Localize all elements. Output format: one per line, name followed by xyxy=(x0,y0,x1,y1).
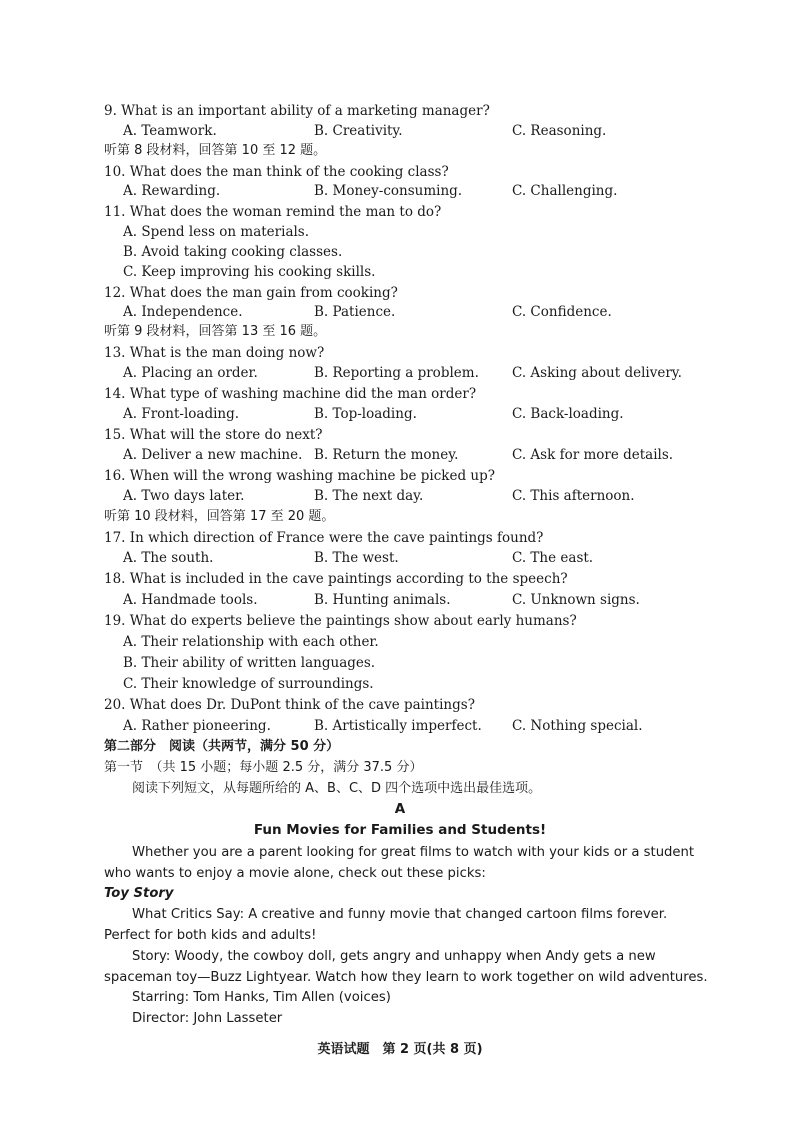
intro-line-2: who wants to enjoy a movie alone, check out these picks: xyxy=(104,866,486,881)
instruction-text: 阅读下列短文，从每题所给的 A、B、C、D 四个选项中选出最佳选项。 xyxy=(132,781,542,796)
option-c: C. Asking about delivery. xyxy=(512,365,682,381)
section-label: 听第 9 段材料，回答第 13 至 16 题。 xyxy=(104,324,327,339)
option-c: C. Keep improving his cooking skills. xyxy=(123,264,376,280)
option-c: C. Reasoning. xyxy=(512,123,607,139)
question-9-options xyxy=(0,121,800,141)
question-15 xyxy=(0,425,800,445)
section-label: 听第 8 段材料，回答第 10 至 12 题。 xyxy=(104,143,327,158)
option-a: A. Their relationship with each other. xyxy=(123,634,379,650)
option-c: C. Their knowledge of surroundings. xyxy=(123,676,374,692)
question-13-options xyxy=(0,363,800,383)
question-10-options xyxy=(0,181,800,201)
part-2-heading xyxy=(0,737,800,757)
question-13 xyxy=(0,343,800,363)
question-stem: 20. What does Dr. DuPont think of the cave paintings? xyxy=(104,697,475,713)
question-11-option-a xyxy=(0,222,800,242)
question-11-option-b xyxy=(0,242,800,262)
movie-title: Toy Story xyxy=(104,886,174,901)
option-c: C. Back-loading. xyxy=(512,406,624,422)
part-heading: 第二部分 阅读（共两节，满分 50 分） xyxy=(104,739,340,754)
question-stem: 13. What is the man doing now? xyxy=(104,345,325,361)
question-stem: 9. What is an important ability of a marketing manager? xyxy=(104,103,490,119)
option-a: A. Independence. xyxy=(123,304,243,320)
question-12-options xyxy=(0,302,800,322)
critics-line-1: What Critics Say: A creative and funny movie that changed cartoon films forever. xyxy=(132,907,668,922)
section-heading: 第一节 （共 15 小题；每小题 2.5 分，满分 37.5 分） xyxy=(104,760,423,775)
question-19 xyxy=(0,611,800,631)
question-11-option-c xyxy=(0,262,800,282)
passage-letter: A xyxy=(394,801,406,817)
critics-line-2: Perfect for both kids and adults! xyxy=(104,928,317,943)
question-stem: 10. What does the man think of the cooking class? xyxy=(104,164,449,180)
question-stem: 12. What does the man gain from cooking? xyxy=(104,285,398,301)
question-19-option-a xyxy=(0,632,800,652)
option-b: B. Patience. xyxy=(314,304,396,320)
option-c: C. Unknown signs. xyxy=(512,592,640,608)
option-a: A. The south. xyxy=(123,550,214,566)
option-b: B. The next day. xyxy=(314,488,424,504)
question-20-options xyxy=(0,716,800,736)
question-10 xyxy=(0,162,800,182)
question-17 xyxy=(0,528,800,548)
option-b: B. Avoid taking cooking classes. xyxy=(123,244,343,260)
option-c: C. Nothing special. xyxy=(512,718,643,734)
question-14-options xyxy=(0,404,800,424)
question-stem: 11. What does the woman remind the man to do? xyxy=(104,204,442,220)
option-a: A. Spend less on materials. xyxy=(123,224,310,240)
section-instruction xyxy=(0,141,800,161)
section-instruction xyxy=(0,322,800,342)
question-9 xyxy=(0,101,800,121)
section-1-heading xyxy=(0,758,800,778)
question-19-option-c xyxy=(0,674,800,694)
option-a: A. Handmade tools. xyxy=(123,592,258,608)
question-11 xyxy=(0,202,800,222)
question-18-options xyxy=(0,590,800,610)
option-b: B. Return the money. xyxy=(314,447,459,463)
question-14 xyxy=(0,384,800,404)
intro-line-1: Whether you are a parent looking for great films to watch with your kids or a student xyxy=(132,845,695,860)
question-19-option-b xyxy=(0,653,800,673)
question-stem: 18. What is included in the cave paintings according to the speech? xyxy=(104,571,568,587)
option-a: A. Two days later. xyxy=(123,488,245,504)
option-b: B. Reporting a problem. xyxy=(314,365,479,381)
option-a: A. Front-loading. xyxy=(123,406,240,422)
question-17-options xyxy=(0,548,800,568)
question-16-options xyxy=(0,486,800,506)
option-b: B. Artistically imperfect. xyxy=(314,718,482,734)
story-line-2: spaceman toy—Buzz Lightyear. Watch how they learn to work together on wild adventures. xyxy=(104,970,708,985)
option-b: B. Money-consuming. xyxy=(314,183,463,199)
reading-instruction xyxy=(0,779,800,799)
option-b: B. Top-loading. xyxy=(314,406,417,422)
story-line-1: Story: Woody, the cowboy doll, gets angry and unhappy when Andy gets a new xyxy=(132,949,656,964)
question-18 xyxy=(0,569,800,589)
option-b: B. Creativity. xyxy=(314,123,403,139)
option-a: A. Deliver a new machine. xyxy=(123,447,303,463)
question-stem: 14. What type of washing machine did the man order? xyxy=(104,386,477,402)
option-b: B. Their ability of written languages. xyxy=(123,655,376,671)
passage-title: Fun Movies for Families and Students! xyxy=(253,822,547,838)
question-12 xyxy=(0,283,800,303)
option-a: A. Rather pioneering. xyxy=(123,718,271,734)
option-c: C. Challenging. xyxy=(512,183,618,199)
question-16 xyxy=(0,466,800,486)
option-b: B. The west. xyxy=(314,550,399,566)
section-instruction xyxy=(0,507,800,527)
question-stem: 19. What do experts believe the paintings show about early humans? xyxy=(104,613,577,629)
question-15-options xyxy=(0,445,800,465)
question-stem: 16. When will the wrong washing machine be picked up? xyxy=(104,468,495,484)
question-stem: 17. In which direction of France were the cave paintings found? xyxy=(104,530,544,546)
option-a: A. Teamwork. xyxy=(123,123,217,139)
page-footer: 英语试题 第 2 页(共 8 页) xyxy=(317,1042,483,1057)
option-b: B. Hunting animals. xyxy=(314,592,451,608)
option-c: C. The east. xyxy=(512,550,594,566)
question-20 xyxy=(0,695,800,715)
option-a: A. Placing an order. xyxy=(123,365,258,381)
option-c: C. Ask for more details. xyxy=(512,447,674,463)
section-label: 听第 10 段材料，回答第 17 至 20 题。 xyxy=(104,509,335,524)
starring-line: Starring: Tom Hanks, Tim Allen (voices) xyxy=(132,990,391,1005)
director-line: Director: John Lasseter xyxy=(132,1011,283,1026)
option-c: C. This afternoon. xyxy=(512,488,635,504)
option-c: C. Confidence. xyxy=(512,304,612,320)
option-a: A. Rewarding. xyxy=(123,183,221,199)
question-stem: 15. What will the store do next? xyxy=(104,427,323,443)
